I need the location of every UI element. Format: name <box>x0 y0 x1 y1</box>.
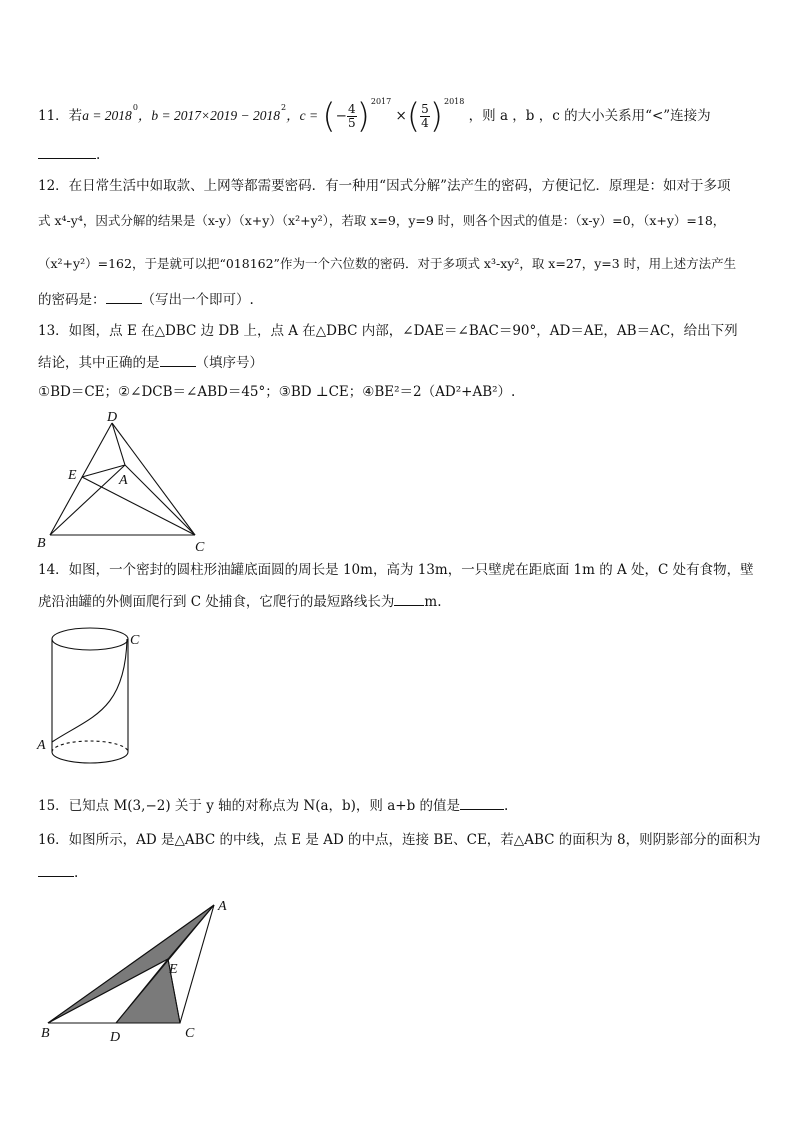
fig13-label-a: A <box>119 473 128 488</box>
q13-line-3: ①BD＝CE；②∠DCB＝∠ABD＝45°；③BD ⊥CE；④BE²＝2（AD²+AB²）. <box>38 384 516 400</box>
q14-line-2-start: 虎沿油罐的外侧面爬行到 C 处捕食，它爬行的最短路线长为 <box>38 594 395 610</box>
q11-exp-1: 2017 <box>370 97 392 106</box>
figure-13 <box>30 405 220 555</box>
q15-line <box>38 795 508 816</box>
q11-b-exponent: 2 <box>281 103 287 112</box>
fig14-label-c: C <box>130 633 140 648</box>
q13-line-1: 13．如图，点 E 在△DBC 边 DB 上，点 A 在△DBC 内部，∠DAE＝∠BAC＝90°，AD＝AE，AB＝AC，给出下列 <box>38 323 738 339</box>
q11-left-paren-2: ( <box>406 96 421 137</box>
q11-left-paren: ( <box>322 96 336 137</box>
q11-right-paren: ) <box>356 96 370 137</box>
figure-16 <box>30 895 240 1050</box>
fig13-label-b: B <box>37 536 46 551</box>
q12-line-4-end: （写出一个即可）. <box>141 292 254 308</box>
q11-c-expr: ，c = <box>286 108 319 123</box>
fig14-label-a: A <box>37 738 46 753</box>
q12-line-4 <box>38 289 254 310</box>
question-11: 11．若$a = 2018^0$，$b = 2017\times 2019 - 2018^2$，c = (− $\frac{4}{5}$ )$^{2017}$ ×( $\frac{5}{4}$ )$^{2018}$ ，则 a ，b ，c 的大小关系用“<”连接为 <box>38 96 711 137</box>
q11-b-expr: ，b = 2017×2019 − 2018 <box>137 108 280 123</box>
q14-line-1: 14．如图，一个密封的圆柱形油罐底面圆的周长是 10m，高为 13m，一只壁虎在距底面 1m 的 A 处，C 处有食物，壁 <box>38 562 754 578</box>
q15-text-end: . <box>504 798 509 814</box>
fig13-label-d: D <box>107 410 118 425</box>
q14-line-2-end: m. <box>424 594 442 610</box>
q11-end: . <box>96 147 101 163</box>
fig13-label-c: C <box>195 540 205 555</box>
q11-a-exponent: 0 <box>132 103 138 112</box>
q12-line-4-start: 的密码是： <box>38 292 106 308</box>
q12-line-2: 式 x⁴-y⁴，因式分解的结果是（x-y）（x+y）（x²+y²），若取 x=9，y=9 时，则各个因式的值是：（x-y）=0，（x+y）=18， <box>38 213 726 228</box>
q16-answer-blank[interactable] <box>38 862 74 877</box>
q11-exp-2: 2018 <box>444 97 465 106</box>
q12-answer-blank[interactable] <box>106 289 142 304</box>
q14-answer-blank[interactable] <box>394 591 424 606</box>
q11-tail: ，则 a ，b ，c 的大小关系用“<”连接为 <box>468 108 711 124</box>
q13-line-2 <box>38 352 263 373</box>
q11-a-expr: a = 2018 <box>82 108 132 123</box>
q15-answer-blank[interactable] <box>460 795 504 810</box>
q14-line-2 <box>38 591 442 612</box>
q15-text-start: 15．已知点 M(3,−2) 关于 y 轴的对称点为 N(a，b)，则 a+b 的值是 <box>38 798 461 814</box>
q11-fraction-1: $\frac{4}{5}$ <box>347 102 356 130</box>
q11-fraction-2: $\frac{5}{4}$ <box>421 102 429 130</box>
q11-right-paren-2: ) <box>429 96 443 137</box>
q11-times: × <box>395 108 407 124</box>
q12-line-3: （x²+y²）=162，于是就可以把“018162”作为一个六位数的密码．对于多项式 x³-xy²，取 x=27，y=3 时，用上述方法产生 <box>38 256 737 271</box>
q16-line-2 <box>38 862 78 883</box>
fig16-label-d: D <box>110 1030 121 1045</box>
fig16-label-e: E <box>169 962 178 977</box>
fig16-label-b: B <box>41 1026 50 1041</box>
q13-line-2-end: （填序号） <box>195 355 263 371</box>
q12-line-1: 12．在日常生活中如取款、上网等都需要密码．有一种用“因式分解”法产生的密码，方便记忆．原理是：如对于多项 <box>38 178 731 194</box>
q11-number: 11．若 <box>38 108 83 124</box>
q11-answer-line <box>38 144 100 165</box>
q13-answer-blank[interactable] <box>160 352 196 367</box>
q13-line-2-start: 结论，其中正确的是 <box>38 355 160 371</box>
fig16-label-c: C <box>185 1026 195 1041</box>
fig16-label-a: A <box>218 899 227 914</box>
q16-line-1: 16．如图所示，AD 是△ABC 的中线，点 E 是 AD 的中点，连接 BE、CE，若△ABC 的面积为 8，则阴影部分的面积为 <box>38 832 761 848</box>
q16-line-2-end: . <box>74 865 79 881</box>
figure-14 <box>30 622 160 782</box>
q11-answer-blank[interactable] <box>38 144 96 159</box>
fig13-label-e: E <box>68 468 77 483</box>
